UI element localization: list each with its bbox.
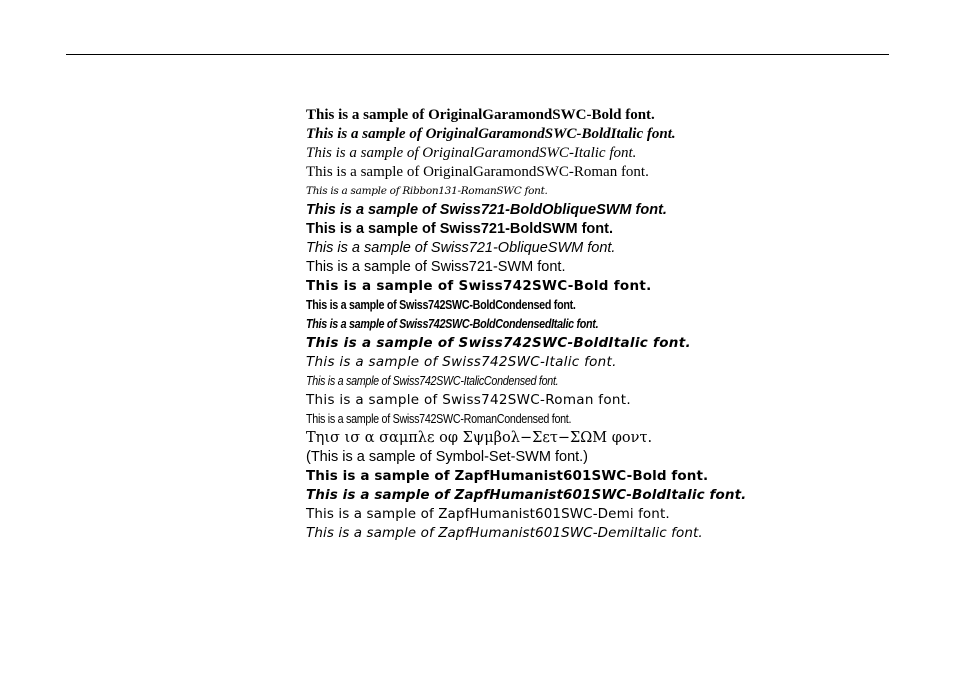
sample-swiss742-italic-condensed: This is a sample of Swiss742SWC-ItalicCondensed font. — [306, 374, 559, 388]
sample-zapf-bold: This is a sample of ZapfHumanist601SWC-Bold font. — [306, 468, 709, 484]
sample-swiss721-bold-oblique: This is a sample of Swiss721-BoldObliqueSWM font. — [306, 202, 667, 218]
sample-zapf-bold-italic: This is a sample of ZapfHumanist601SWC-BoldItalic font. — [306, 487, 747, 503]
sample-swiss742-roman: This is a sample of Swiss742SWC-Roman font. — [306, 392, 631, 408]
sample-symbol-set-note: (This is a sample of Symbol-Set-SWM font.) — [306, 449, 589, 465]
sample-swiss742-bold-condensed-italic: This is a sample of Swiss742SWC-BoldCondensedItalic font. — [306, 317, 599, 331]
sample-swiss742-italic-condensed-row — [306, 372, 906, 391]
header-rule — [66, 54, 889, 55]
sample-garamond-bold-italic: This is a sample of OriginalGaramondSWC-BoldItalic font. — [306, 126, 676, 142]
sample-swiss721-regular: This is a sample of Swiss721-SWM font. — [306, 259, 566, 275]
sample-swiss742-bold-condensed-row — [306, 296, 906, 315]
sample-swiss742-bold-condensed-italic-row — [306, 315, 906, 334]
sample-swiss742-bold: This is a sample of Swiss742SWC-Bold font. — [306, 278, 652, 294]
sample-garamond-bold: This is a sample of OriginalGaramondSWC-Bold font. — [306, 107, 655, 123]
font-sample-list — [306, 106, 906, 543]
sample-zapf-demi: This is a sample of ZapfHumanist601SWC-Demi font. — [306, 506, 670, 522]
sample-garamond-roman: This is a sample of OriginalGaramondSWC-Roman font. — [306, 164, 649, 180]
sample-swiss742-roman-condensed: This is a sample of Swiss742SWC-RomanCondensed font. — [306, 412, 572, 426]
sample-zapf-demi-italic: This is a sample of ZapfHumanist601SWC-DemiItalic font. — [306, 525, 703, 541]
sample-swiss721-oblique: This is a sample of Swiss721-ObliqueSWM font. — [306, 240, 616, 256]
sample-symbol-set: Τηισ ισ α σαμπλε οφ Σψμβολ−Σετ−ΣΩΜ φοντ. — [306, 430, 653, 446]
sample-swiss742-italic: This is a sample of Swiss742SWC-Italic font. — [306, 354, 617, 370]
sample-swiss742-roman-condensed-row — [306, 410, 906, 429]
sample-swiss742-bold-italic: This is a sample of Swiss742SWC-BoldItalic font. — [306, 335, 691, 351]
sample-ribbon-roman: This is a sample of Ribbon131-RomanSWC font. — [306, 185, 548, 197]
sample-swiss742-bold-condensed: This is a sample of Swiss742SWC-BoldCondensed font. — [306, 298, 576, 312]
sample-swiss721-bold: This is a sample of Swiss721-BoldSWM font. — [306, 221, 613, 237]
sample-garamond-italic: This is a sample of OriginalGaramondSWC-Italic font. — [306, 145, 637, 161]
